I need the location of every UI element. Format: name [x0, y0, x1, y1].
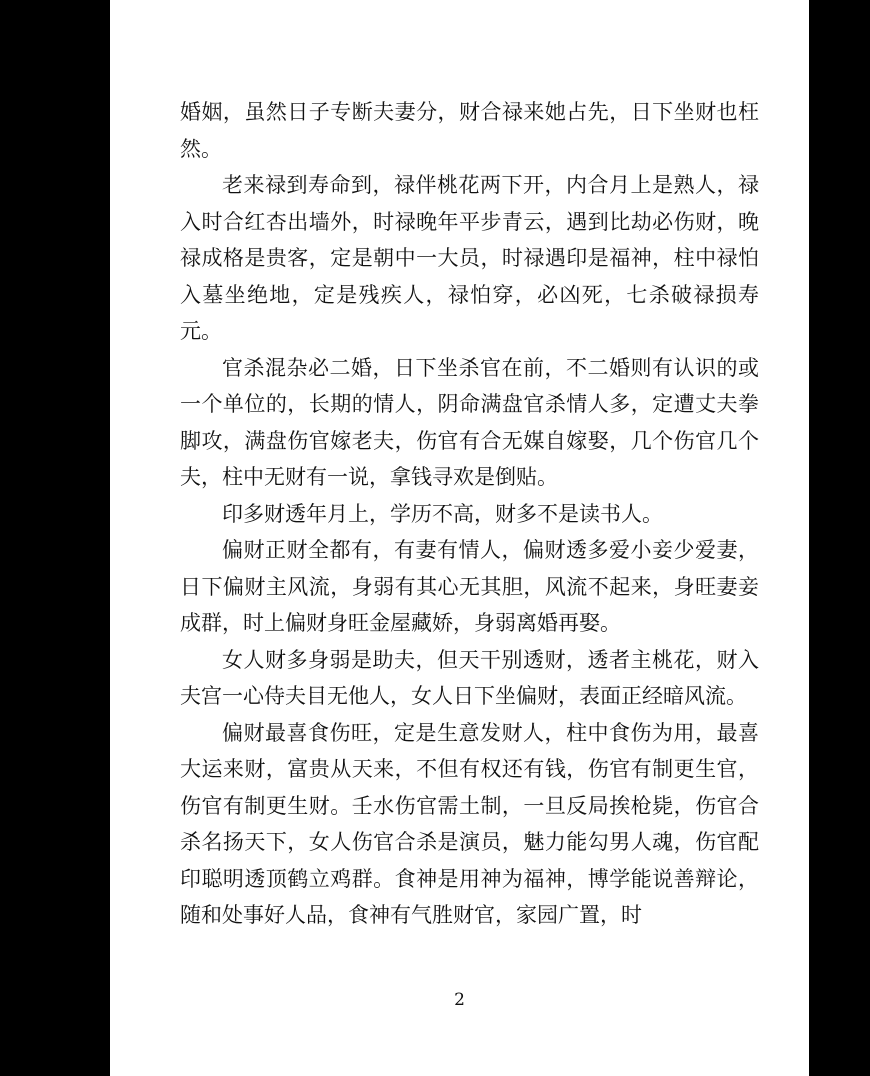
document-page: [110, 0, 809, 1076]
body-text: [180, 94, 759, 934]
paragraph: 官杀混杂必二婚，日下坐杀官在前，不二婚则有认识的或一个单位的，长期的情人，阴命满盘官杀情人多，定遭丈夫拳脚攻，满盘伤官嫁老夫，伤官有合无媒自嫁娶，几个伤官几个夫，柱中无财有一说，拿钱寻欢是倒贴。: [180, 355, 759, 489]
paragraph-continued: 婚姻，虽然日子专断夫妻分，财合禄来她占先，日下坐财也枉然。: [180, 100, 759, 161]
paragraph: 偏财正财全都有，有妻有情人，偏财透多爱小妾少爱妻，日下偏财主风流，身弱有其心无其胆，风流不起来，身旺妻妾成群，时上偏财身旺金屋藏娇，身弱离婚再娶。: [180, 538, 759, 635]
paragraph: 老来禄到寿命到，禄伴桃花两下开，内合月上是熟人，禄入时合红杏出墙外，时禄晚年平步青云，遇到比劫必伤财，晚禄成格是贵客，定是朝中一大员，时禄遇印是福神，柱中禄怕入墓坐绝地，定是残疾人，禄怕穿，必凶死，七杀破禄损寿元。: [180, 173, 759, 343]
page-number: 2: [454, 990, 465, 1010]
paragraph: 印多财透年月上，学历不高，财多不是读书人。: [222, 501, 663, 526]
paragraph: 女人财多身弱是助夫，但天干别透财，透者主桃花，财入夫宫一心侍夫目无他人，女人日下坐偏财，表面正经暗风流。: [180, 647, 759, 708]
paragraph: 偏财最喜食伤旺，定是生意发财人，柱中食伤为用，最喜大运来财，富贵从天来，不但有权还有钱，伤官有制更生官，伤官有制更生财。壬水伤官需土制，一旦反局挨枪毙，伤官合杀名扬天下，女人伤官合杀是演员，魅力能勾男人魂，伤官配印聪明透顶鹤立鸡群。食神是用神为福神，博学能说善辩论，随和处事好人品，食神有气胜财官，家园广置，时: [180, 720, 759, 927]
